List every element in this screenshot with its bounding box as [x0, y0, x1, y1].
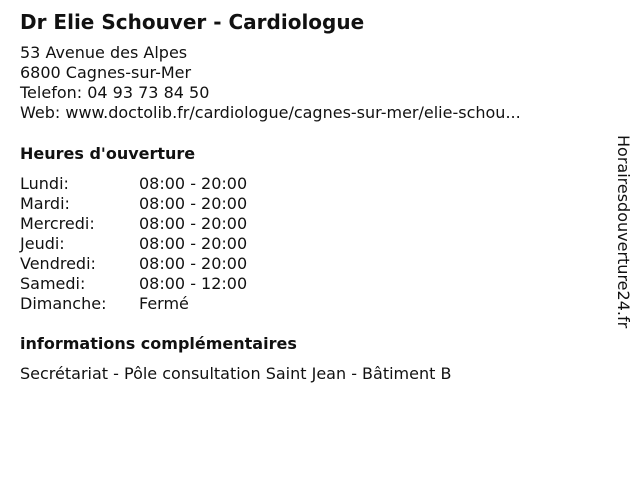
- hours-time: 08:00 - 20:00: [139, 174, 248, 193]
- site-watermark: Horairesdouverture24.fr: [614, 135, 633, 329]
- hours-time: Fermé: [139, 294, 189, 313]
- hours-time: 08:00 - 12:00: [139, 274, 248, 293]
- hours-row: [20, 174, 247, 194]
- page-title: Dr Elie Schouver - Cardiologue: [20, 10, 365, 34]
- hours-row: [20, 214, 247, 234]
- hours-day: Lundi:: [20, 174, 69, 193]
- hours-row: [20, 254, 247, 274]
- city-address: 6800 Cagnes-sur-Mer: [20, 63, 192, 82]
- hours-heading: Heures d'ouverture: [20, 144, 196, 163]
- hours-row: [20, 194, 247, 214]
- hours-row: [20, 274, 247, 294]
- hours-day: Mercredi:: [20, 214, 95, 233]
- hours-time: 08:00 - 20:00: [139, 254, 248, 273]
- hours-day: Dimanche:: [20, 294, 107, 313]
- hours-time: 08:00 - 20:00: [139, 194, 248, 213]
- info-heading: informations complémentaires: [20, 334, 297, 353]
- info-text: Secrétariat - Pôle consultation Saint Jean - Bâtiment B: [20, 364, 452, 383]
- hours-day: Vendredi:: [20, 254, 96, 273]
- hours-time: 08:00 - 20:00: [139, 234, 248, 253]
- opening-hours-list: [20, 174, 247, 314]
- hours-time: 08:00 - 20:00: [139, 214, 248, 233]
- street-address: 53 Avenue des Alpes: [20, 43, 188, 62]
- hours-day: Mardi:: [20, 194, 70, 213]
- contact-block: [20, 43, 521, 123]
- hours-row: [20, 234, 247, 254]
- hours-day: Samedi:: [20, 274, 86, 293]
- website-link[interactable]: Web: www.doctolib.fr/cardiologue/cagnes-sur-mer/elie-schou...: [20, 103, 521, 122]
- phone-number: Telefon: 04 93 73 84 50: [20, 83, 210, 102]
- hours-day: Jeudi:: [20, 234, 65, 253]
- hours-row: [20, 294, 247, 314]
